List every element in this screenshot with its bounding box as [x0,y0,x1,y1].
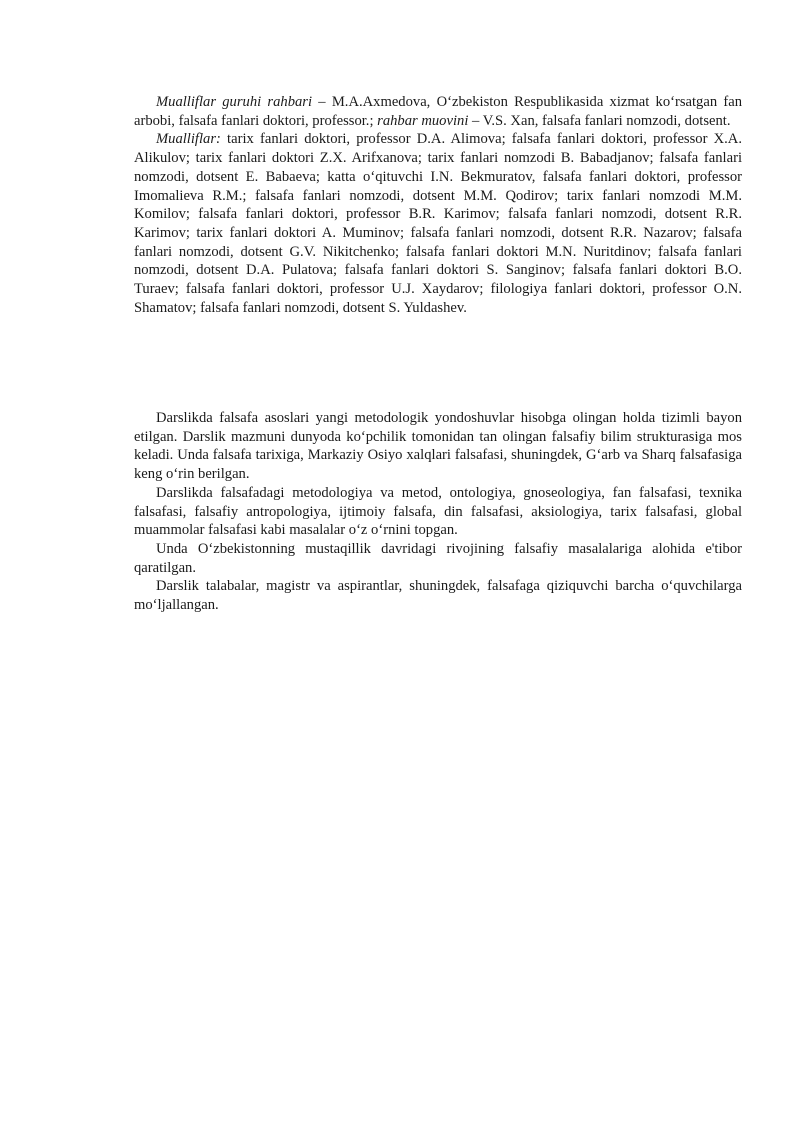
abstract-paragraph: Darslik talabalar, magistr va aspirantlar, shuningdek, falsafaga qiziquvchi barcha o‘quvchilarga mo‘ljallangan. [134,578,742,614]
editor-paragraph [134,93,742,130]
deputy-label: rahbar muovini [377,112,469,129]
abstract-paragraph: Darslikda falsafa asoslari yangi metodologik yondoshuvlar hisobga olingan holda tizimli bayon etilgan. Darslik mazmuni dunyoda ko‘pchilik tomonidan tan olingan falsafiy bilim strukturasiga mos keladi. Unda falsafa tarixiga, Markaziy Osiyo xalqlari falsafasi, shuningdek, G‘arb va Sharq falsafasiga keng o‘rin berilgan. [134,410,742,483]
deputy-text: – V.S. Xan, falsafa fanlari nomzodi, dotsent. [468,112,731,129]
authors-list: tarix fanlari doktori, professor D.A. Alimova; falsafa fanlari doktori, professor X.A. Alikulov; tarix fanlari doktori Z.X. Arifxanova; tarix fanlari nomzodi B. Babadjanov; falsafa fanlari nomzodi, dotsent E. Babaeva; katta o‘qituvchi I.N. Bekmuratov, falsafa fanlari doktori, professor Imomalieva R.M.; falsafa fanlari nomzodi, dotsent M.M. Qodirov; tarix fanlari nomzodi M.M. Komilov; falsafa fanlari doktori, professor B.R. Karimov; falsafa fanlari nomzodi, dotsent R.R. Karimov; tarix fanlari doktori A. Muminov; falsafa fanlari nomzodi, dotsent R.R. Nazarov; falsafa fanlari nomzodi, dotsent G.V. Nikitchenko; falsafa fanlari doktori M.N. Nuritdinov; falsafa fanlari nomzodi, dotsent D.A. Pulatova; falsafa fanlari doktori S. Sanginov; falsafa fanlari doktori B.O. Turaev; falsafa fanlari doktori, professor U.J. Xaydarov; filologiya fanlari doktori, professor O.N. Shamatov; falsafa fanlari nomzodi, dotsent S. Yuldashev. [134,131,742,316]
abstract-paragraph: Darslikda falsafadagi metodologiya va metod, ontologiya, gnoseologiya, fan falsafasi, texnika falsafasi, falsafiy antropologiya, ijtimoiy falsafa, din falsafasi, aksiologiya, tarix falsafasi, global muammolar falsafasi kabi masalalar o‘z o‘rnini topgan. [134,484,742,539]
abstract-section [134,409,742,615]
leader-label: Mualliflar guruhi rahbari [156,94,313,110]
authors-paragraph [134,130,742,317]
abstract-paragraph: Unda O‘zbekistonning mustaqillik davridagi rivojining falsafiy masalalariga alohida e'tibor qaratilgan. [134,540,742,576]
leader-text: – M.A.Axmedova, O‘zbekiston Respublikasida xizmat ko‘rsatgan fan arbobi, falsafa fanlari doktori, professor.; [134,94,742,129]
authors-section [134,93,742,317]
authors-label: Mualliflar: [156,131,221,148]
